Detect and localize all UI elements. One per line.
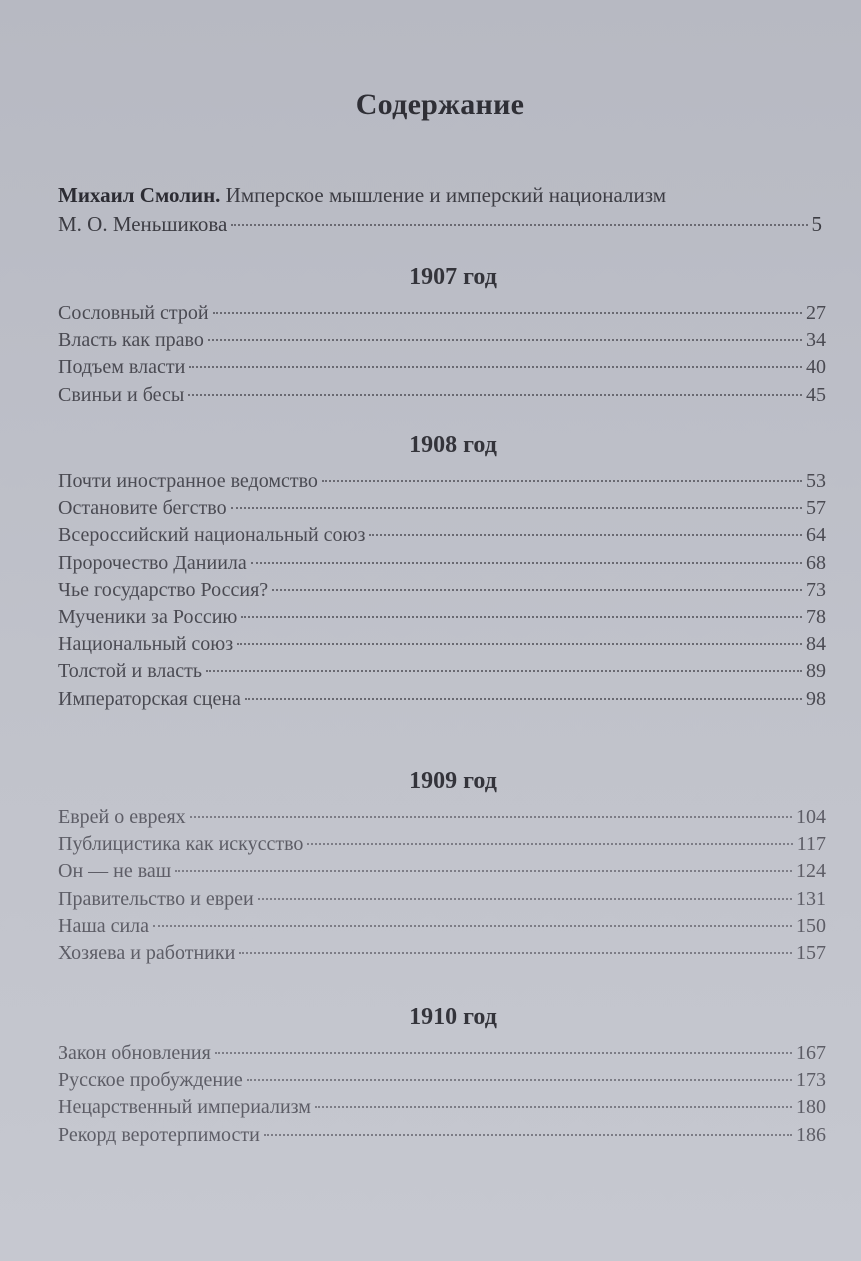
dot-leader bbox=[258, 898, 792, 900]
toc-entry bbox=[58, 300, 826, 327]
entry-title: Пророчество Даниила bbox=[58, 551, 247, 574]
section-year: 1909 год bbox=[409, 768, 497, 794]
toc-entry bbox=[58, 604, 826, 631]
intro-title-part2: М. О. Меньшикова bbox=[58, 212, 228, 236]
entry-page: 173 bbox=[796, 1069, 826, 1092]
entry-page: 40 bbox=[806, 356, 826, 379]
entry-page: 157 bbox=[796, 941, 826, 964]
entry-title: Чье государство Россия? bbox=[58, 578, 269, 601]
dot-leader bbox=[189, 366, 802, 368]
entry-title: Свиньи и бесы bbox=[58, 383, 185, 406]
intro-title-part1: Имперское мышление и имперский национализм bbox=[225, 183, 666, 207]
toc-entry bbox=[58, 686, 826, 713]
section-1909 bbox=[58, 764, 826, 967]
entry-page: 104 bbox=[796, 806, 826, 828]
toc-entry bbox=[58, 804, 826, 831]
dot-leader bbox=[315, 1106, 792, 1108]
toc-entry bbox=[58, 468, 826, 495]
intro-second-line bbox=[58, 210, 822, 238]
dot-leader bbox=[245, 698, 802, 700]
entry-title: Подъем власти bbox=[58, 356, 186, 379]
entry-title: Власть как право bbox=[58, 329, 204, 352]
dot-leader bbox=[188, 394, 802, 396]
toc-entries bbox=[58, 300, 826, 409]
intro-page-number: 5 bbox=[811, 212, 822, 236]
entry-page: 150 bbox=[796, 914, 826, 937]
toc-entry bbox=[58, 327, 826, 354]
entry-title: Национальный союз bbox=[58, 633, 234, 656]
dot-leader bbox=[264, 1134, 792, 1136]
section-1907 bbox=[58, 260, 826, 409]
dot-leader bbox=[247, 1079, 792, 1081]
entry-title: Нецарственный империализм bbox=[58, 1096, 311, 1119]
entry-page: 73 bbox=[806, 578, 826, 601]
intro-entry bbox=[58, 180, 822, 238]
entry-title: Правительство и евреи bbox=[58, 887, 254, 910]
dot-leader bbox=[272, 589, 802, 591]
dot-leader bbox=[206, 670, 802, 672]
toc-entry bbox=[58, 940, 826, 967]
dot-leader bbox=[237, 643, 802, 645]
entry-page: 84 bbox=[806, 633, 826, 656]
entry-page: 34 bbox=[806, 329, 826, 352]
entry-page: 124 bbox=[796, 860, 826, 883]
dot-leader bbox=[231, 507, 802, 509]
toc-entry bbox=[58, 577, 826, 604]
toc-entry bbox=[58, 886, 826, 913]
toc-entry bbox=[58, 495, 826, 522]
toc-entries bbox=[58, 468, 826, 713]
dot-leader bbox=[239, 952, 792, 954]
entry-title: Сословный строй bbox=[58, 302, 209, 324]
toc-entry bbox=[58, 550, 826, 577]
entry-title: Императорская сцена bbox=[58, 687, 241, 710]
entry-title: Публицистика как искусство bbox=[58, 833, 304, 856]
toc-entry bbox=[58, 522, 826, 549]
entry-title: Остановите бегство bbox=[58, 497, 227, 520]
entry-page: 78 bbox=[806, 605, 826, 628]
dot-leader bbox=[215, 1052, 792, 1054]
entry-title: Закон обновления bbox=[58, 1042, 211, 1064]
entry-title: Мученики за Россию bbox=[58, 605, 238, 628]
entry-title: Всероссийский национальный союз bbox=[58, 524, 366, 547]
dot-leader bbox=[190, 816, 792, 818]
dot-leader bbox=[322, 480, 802, 482]
toc-entry bbox=[58, 831, 826, 858]
dot-leader bbox=[208, 339, 802, 341]
dot-leader bbox=[307, 843, 792, 845]
toc-entry bbox=[58, 1040, 826, 1067]
toc-entry bbox=[58, 913, 826, 940]
section-1908 bbox=[58, 428, 826, 713]
toc-entry bbox=[58, 631, 826, 658]
entry-page: 53 bbox=[806, 470, 826, 492]
page-title: Содержание bbox=[355, 88, 525, 121]
entry-title: Рекорд веротерпимости bbox=[58, 1123, 260, 1146]
intro-author: Михаил Смолин. bbox=[58, 183, 221, 207]
entry-page: 57 bbox=[806, 497, 826, 520]
entry-page: 131 bbox=[796, 887, 826, 910]
dot-leader bbox=[231, 224, 807, 226]
toc-entries bbox=[58, 804, 826, 967]
toc-entry bbox=[58, 858, 826, 885]
entry-page: 45 bbox=[806, 383, 826, 406]
toc-entries bbox=[58, 1040, 826, 1149]
entry-title: Он — не ваш bbox=[58, 860, 172, 883]
entry-page: 68 bbox=[806, 551, 826, 574]
dot-leader bbox=[369, 534, 802, 536]
section-year: 1908 год bbox=[409, 432, 497, 458]
entry-page: 180 bbox=[796, 1096, 826, 1119]
dot-leader bbox=[213, 312, 802, 314]
entry-page: 186 bbox=[796, 1123, 826, 1146]
entry-title: Хозяева и работники bbox=[58, 941, 236, 964]
entry-page: 27 bbox=[806, 302, 826, 324]
entry-page: 64 bbox=[806, 524, 826, 547]
entry-title: Толстой и власть bbox=[58, 660, 202, 683]
dot-leader bbox=[241, 616, 802, 618]
toc-entry bbox=[58, 1067, 826, 1094]
toc-entry bbox=[58, 354, 826, 381]
entry-page: 98 bbox=[806, 687, 826, 710]
entry-title: Еврей о евреях bbox=[58, 806, 186, 828]
toc-entry bbox=[58, 382, 826, 409]
entry-page: 89 bbox=[806, 660, 826, 683]
dot-leader bbox=[153, 925, 792, 927]
toc-entry bbox=[58, 1122, 826, 1149]
entry-title: Почти иностранное ведомство bbox=[58, 470, 318, 492]
intro-first-line bbox=[58, 180, 822, 210]
entry-page: 167 bbox=[796, 1042, 826, 1064]
toc-entry bbox=[58, 1094, 826, 1121]
section-year: 1907 год bbox=[409, 264, 497, 290]
entry-page: 117 bbox=[796, 833, 826, 856]
dot-leader bbox=[175, 870, 792, 872]
entry-title: Наша сила bbox=[58, 914, 150, 937]
section-year: 1910 год bbox=[409, 1004, 497, 1030]
section-1910 bbox=[58, 1000, 826, 1149]
dot-leader bbox=[251, 562, 802, 564]
entry-title: Русское пробуждение bbox=[58, 1069, 243, 1092]
toc-entry bbox=[58, 658, 826, 685]
